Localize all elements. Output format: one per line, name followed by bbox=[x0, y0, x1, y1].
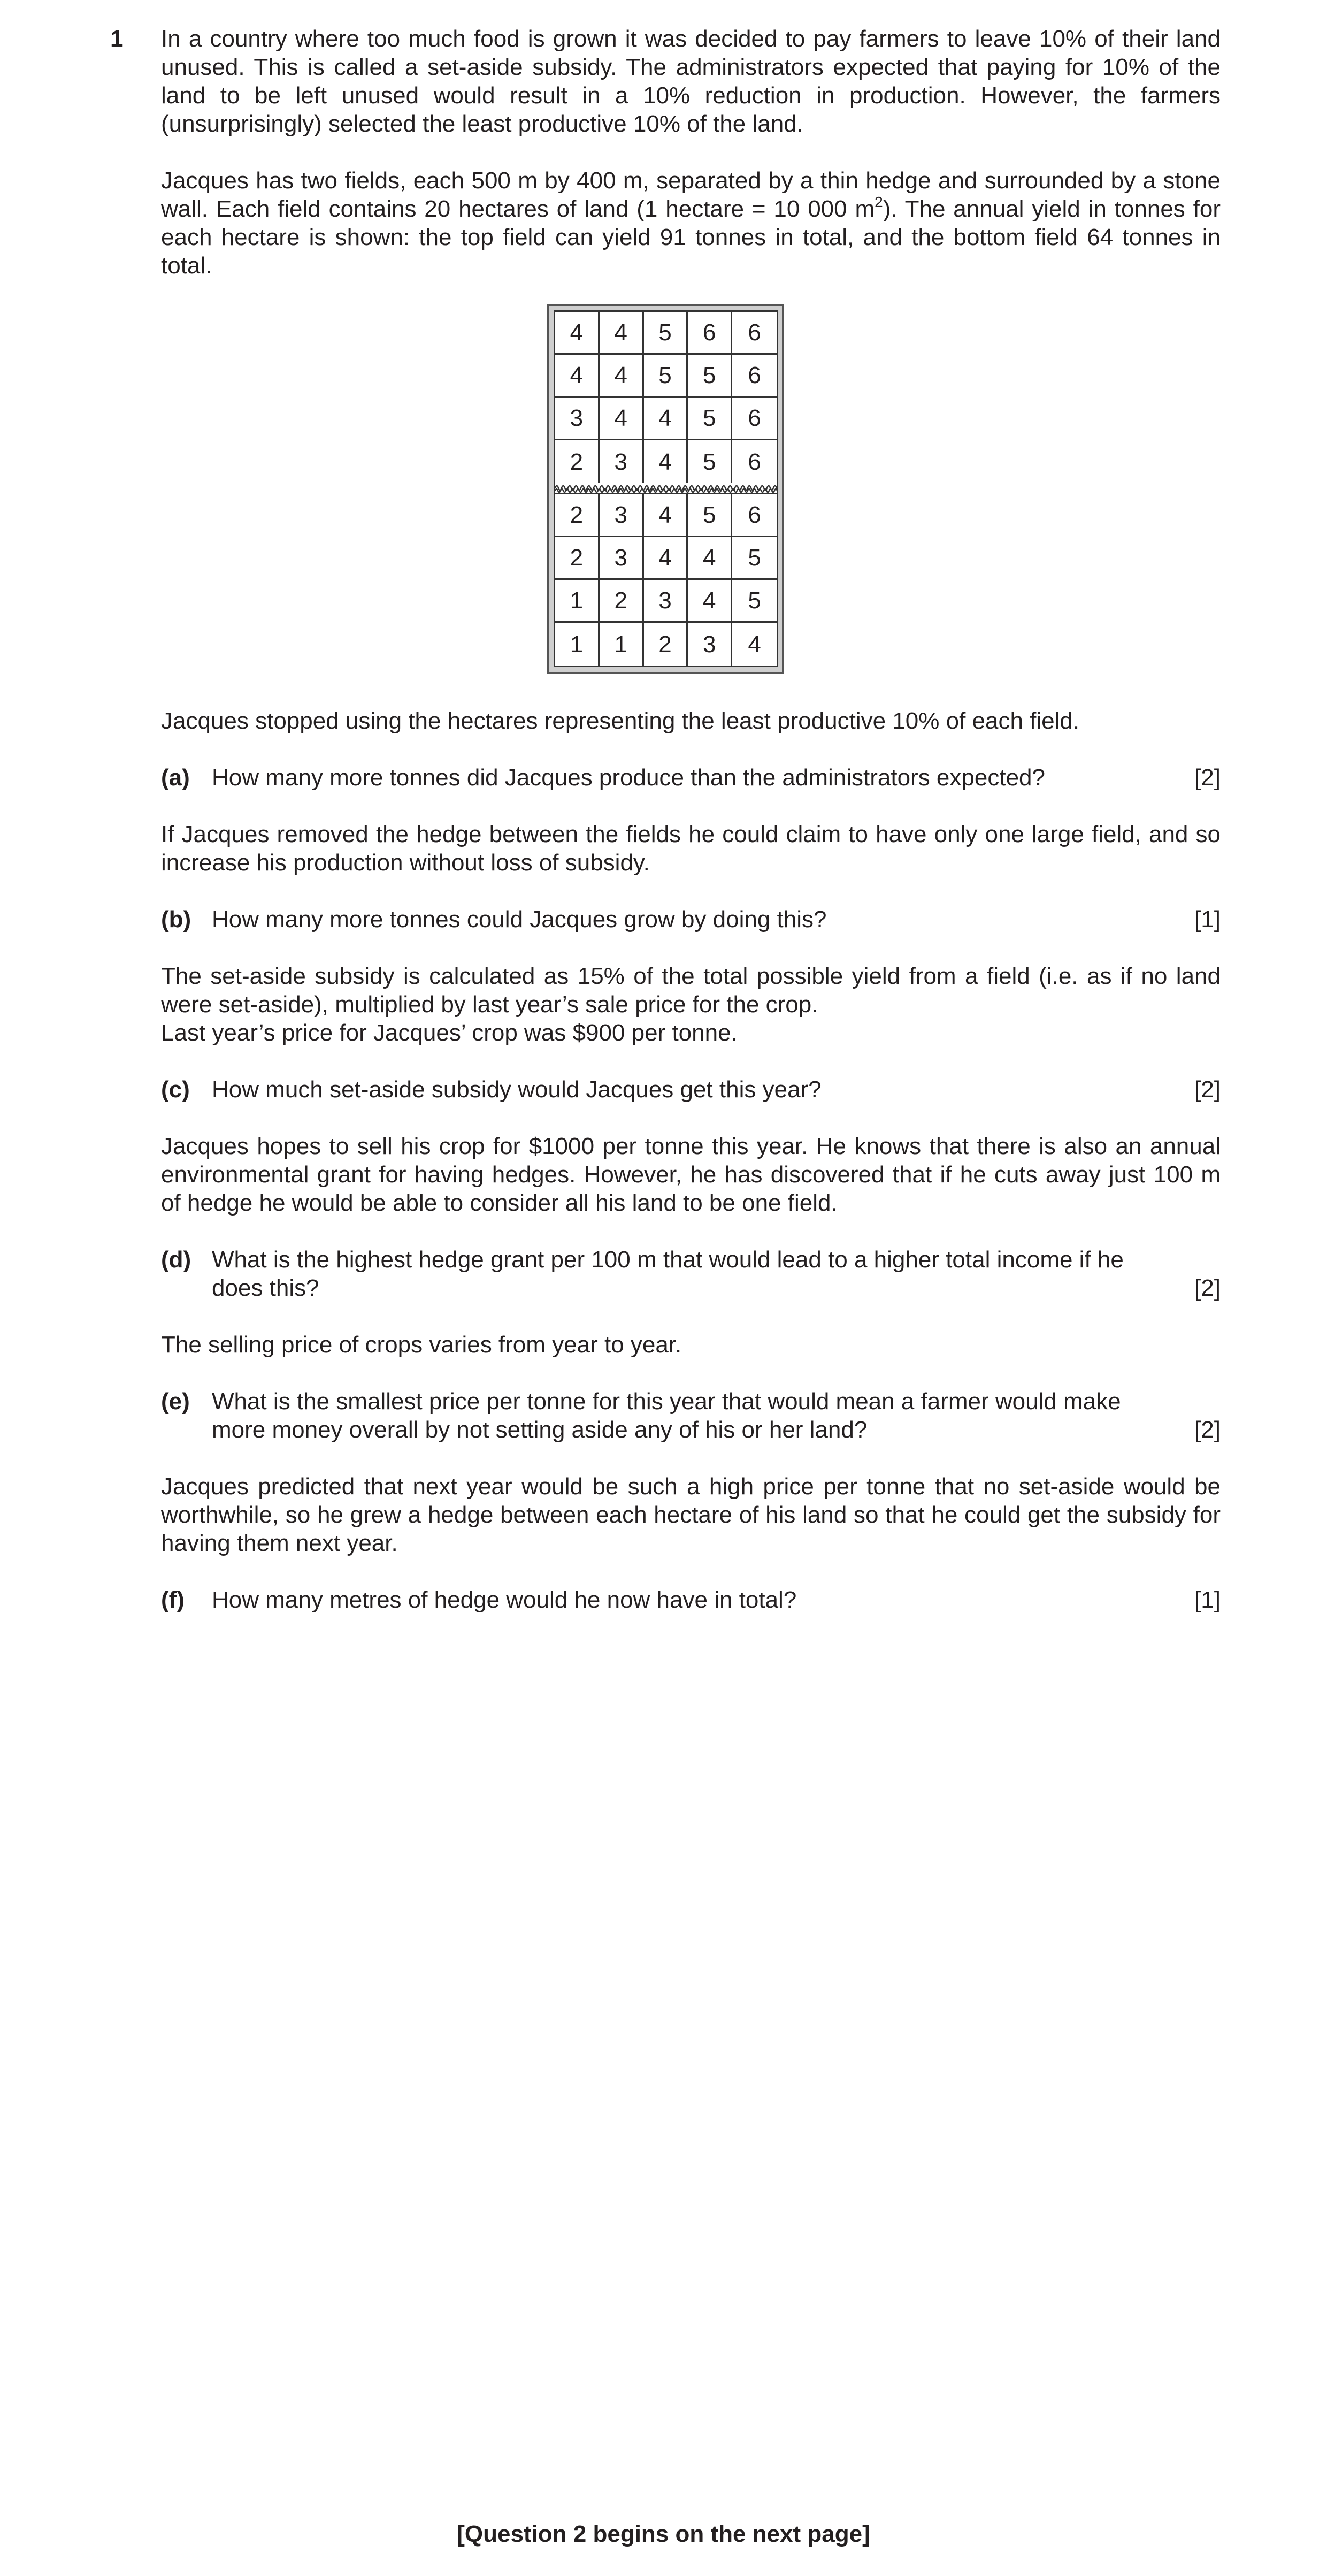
yield-cell: 3 bbox=[688, 623, 732, 666]
part-e-label: (e) bbox=[161, 1388, 190, 1415]
yield-cell: 6 bbox=[732, 494, 777, 537]
yield-table-figure bbox=[547, 304, 784, 674]
yield-cell: 5 bbox=[732, 537, 777, 580]
yield-cell: 6 bbox=[732, 355, 777, 398]
part-c-marks: [2] bbox=[1194, 1076, 1221, 1103]
subsidy-paragraph: The set-aside subsidy is calculated as 15% of the total possible yield from a field (i.e. as if no land were set-aside), multiplied by last year’s sale price for the crop. bbox=[161, 963, 1221, 1018]
yield-cell: 1 bbox=[555, 623, 600, 666]
part-f-label: (f) bbox=[161, 1587, 185, 1613]
part-a-marks: [2] bbox=[1194, 765, 1221, 791]
yield-cell: 4 bbox=[600, 398, 644, 440]
part-a bbox=[161, 763, 1221, 792]
hedge-paragraph: If Jacques removed the hedge between the fields he could claim to have only one large field, and so increase his production without loss of subsidy. bbox=[161, 821, 1221, 876]
yield-cell: 3 bbox=[600, 537, 644, 580]
part-f bbox=[161, 1586, 1221, 1614]
yield-cell: 2 bbox=[555, 537, 600, 580]
intro-paragraph: In a country where too much food is grown it was decided to pay farmers to leave 10% of their land unused. This is called a set-aside subsidy. The administrators expected that paying for 10% of the land to be left unused would result in a 10% reduction in production. However, the farmers (unsurprisingly) selected the least productive 10% of the land. bbox=[161, 26, 1221, 137]
question-body bbox=[161, 25, 1221, 1614]
part-a-text: How many more tonnes did Jacques produce than the administrators expected? bbox=[212, 765, 1045, 791]
price-paragraph: Last year’s price for Jacques’ crop was $900 per tonne. bbox=[161, 1020, 738, 1046]
part-b-marks: [1] bbox=[1194, 906, 1221, 932]
part-e-text: What is the smallest price per tonne for this year that would mean a farmer would make more money overall by not setting aside any of his or her land? bbox=[212, 1388, 1121, 1443]
part-d bbox=[161, 1245, 1221, 1302]
yield-cell: 3 bbox=[644, 580, 688, 623]
part-f-text: How many metres of hedge would he now have in total? bbox=[212, 1587, 797, 1613]
part-f-marks: [1] bbox=[1194, 1587, 1221, 1613]
bottom-field-row bbox=[555, 580, 777, 623]
next-page-footer: [Question 2 begins on the next page] bbox=[457, 2521, 870, 2547]
yield-cell: 2 bbox=[644, 623, 688, 666]
yield-cell: 1 bbox=[600, 623, 644, 666]
top-field-row bbox=[555, 440, 777, 483]
bottom-field-row bbox=[555, 623, 777, 666]
yield-cell: 5 bbox=[644, 312, 688, 355]
yield-cell: 5 bbox=[644, 355, 688, 398]
part-b bbox=[161, 905, 1221, 934]
part-e bbox=[161, 1387, 1221, 1444]
yield-cell: 3 bbox=[555, 398, 600, 440]
top-field-row bbox=[555, 398, 777, 440]
yield-cell: 4 bbox=[644, 440, 688, 483]
fields-paragraph: Jacques has two fields, each 500 m by 400 m, separated by a thin hedge and surrounded by a stone wall. Each field contains 20 hectares of land (1 hectare = 10 000 $m^2$). The annual yield in tonnes for each hectare is shown: the top field can yield 91 tonnes in total, and the bottom field 64 tonnes in total. bbox=[161, 167, 1221, 279]
yield-cell: 5 bbox=[688, 355, 732, 398]
yield-cell: 4 bbox=[555, 355, 600, 398]
yield-cell: 4 bbox=[748, 631, 761, 658]
yield-cell: 4 bbox=[644, 537, 688, 580]
part-d-marks: [2] bbox=[1194, 1275, 1221, 1301]
yield-cell: 5 bbox=[688, 398, 732, 440]
yield-cell: 4 bbox=[644, 398, 688, 440]
varies-paragraph: The selling price of crops varies from year to year. bbox=[161, 1332, 682, 1358]
yield-cell: 3 bbox=[600, 440, 644, 483]
bottom-field-row bbox=[555, 537, 777, 580]
yield-grid bbox=[554, 310, 778, 667]
stopped-paragraph: Jacques stopped using the hectares representing the least productive 10% of each field. bbox=[161, 708, 1080, 734]
top-field-row bbox=[555, 355, 777, 398]
top-field bbox=[555, 312, 777, 483]
bottom-field bbox=[555, 494, 777, 666]
yield-cell: 4 bbox=[555, 312, 600, 355]
yield-cell: 3 bbox=[600, 494, 644, 537]
part-c bbox=[161, 1075, 1221, 1104]
question-number: 1 bbox=[110, 26, 124, 52]
hedge-divider bbox=[555, 483, 777, 494]
yield-cell: 5 bbox=[688, 440, 732, 483]
top-field-row bbox=[555, 312, 777, 355]
yield-cell: 4 bbox=[600, 355, 644, 398]
yield-cell: 5 bbox=[732, 580, 777, 623]
part-b-text: How many more tonnes could Jacques grow by doing this? bbox=[212, 906, 827, 932]
yield-cell: 4 bbox=[644, 494, 688, 537]
part-b-label: (b) bbox=[161, 906, 191, 932]
grant-paragraph: Jacques hopes to sell his crop for $1000 per tonne this year. He knows that there is also an annual environmental grant for having hedges. However, he has discovered that if he cuts away just 100 m of hedge he would be able to consider all his land to be one field. bbox=[161, 1133, 1221, 1216]
yield-cell: 2 bbox=[555, 494, 600, 537]
yield-cell: 6 bbox=[732, 398, 777, 440]
bottom-field-row bbox=[555, 494, 777, 537]
yield-cell: 2 bbox=[555, 440, 600, 483]
yield-cell: 2 bbox=[600, 580, 644, 623]
yield-cell: 6 bbox=[748, 448, 761, 475]
predict-paragraph: Jacques predicted that next year would be such a high price per tonne that no set-aside would be worthwhile, so he grew a hedge between each hectare of his land so that he could get the subsidy for having them next year. bbox=[161, 1473, 1221, 1556]
part-d-label: (d) bbox=[161, 1247, 191, 1273]
yield-cell: 4 bbox=[600, 312, 644, 355]
yield-cell: 6 bbox=[688, 312, 732, 355]
part-e-marks: [2] bbox=[1194, 1417, 1221, 1443]
yield-cell: 1 bbox=[555, 580, 600, 623]
part-a-label: (a) bbox=[161, 765, 190, 791]
yield-cell: 6 bbox=[732, 312, 777, 355]
yield-cell: 5 bbox=[688, 494, 732, 537]
yield-cell: 4 bbox=[688, 580, 732, 623]
part-d-text: What is the highest hedge grant per 100 m that would lead to a higher total income if he does this? bbox=[212, 1247, 1124, 1301]
part-c-text: How much set-aside subsidy would Jacques get this year? bbox=[212, 1076, 822, 1103]
yield-cell: 4 bbox=[688, 537, 732, 580]
part-c-label: (c) bbox=[161, 1076, 190, 1103]
